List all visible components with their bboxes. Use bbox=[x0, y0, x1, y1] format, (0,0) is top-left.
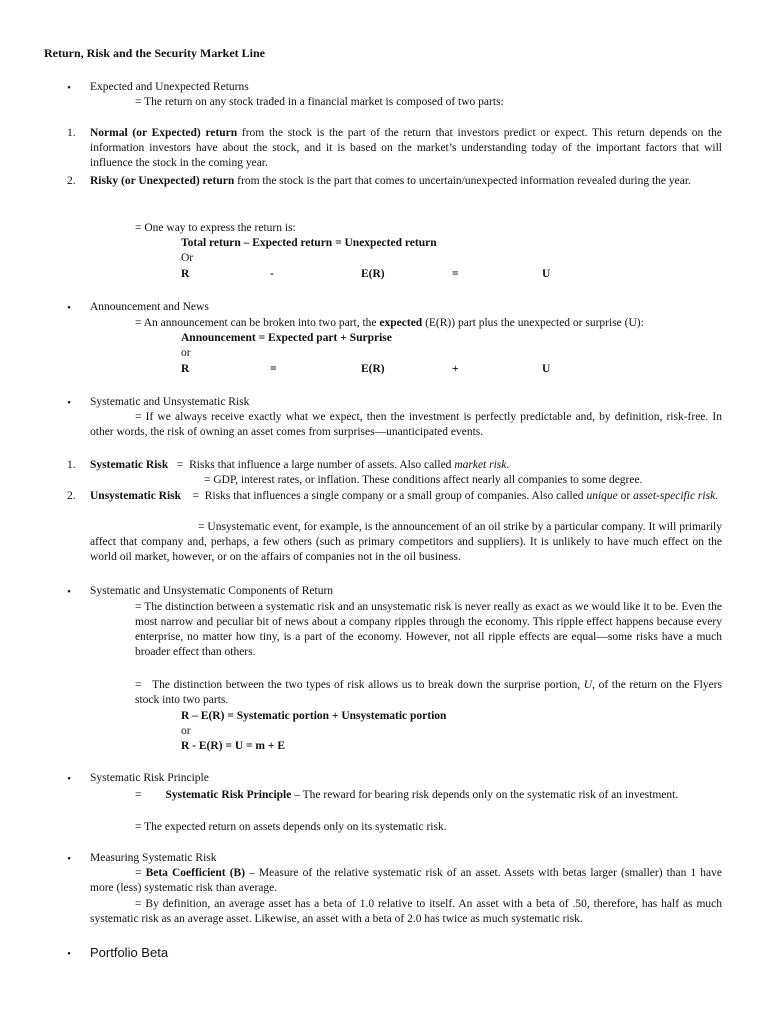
document-title: Return, Risk and the Security Market Line bbox=[44, 46, 265, 60]
text: = The distinction between the two types of risk allows us to break down the surprise portion, bbox=[135, 679, 584, 691]
equation-term: R bbox=[181, 363, 190, 375]
equation-term: U bbox=[542, 268, 551, 280]
term-market-risk: market risk bbox=[454, 459, 507, 471]
text: . bbox=[715, 490, 719, 502]
equation-operator: = bbox=[270, 363, 277, 375]
beta-example-paragraph: = By definition, an average asset has a beta of 1.0 relative to itself. An asset with a beta of .50, therefore, has half as much systematic risk as an average asset. Likewise, an asset with a beta of 2.0 has twice as much systematic risk. bbox=[90, 898, 722, 925]
equation-operator: + bbox=[452, 363, 459, 375]
equation-term: R bbox=[181, 268, 190, 280]
announcement-formula: Announcement = Expected part + Surprise bbox=[181, 332, 392, 344]
term-normal-return: Normal (or Expected) return bbox=[90, 127, 238, 139]
bullet-icon: • bbox=[67, 773, 71, 785]
text: , of the return on the Flyers stock into two parts. bbox=[135, 679, 722, 706]
term-beta-coefficient: Beta Coefficient (B) bbox=[145, 867, 246, 879]
list-number: 1. bbox=[67, 459, 76, 471]
text: or bbox=[617, 490, 634, 502]
systematic-risk-definition bbox=[90, 458, 722, 473]
expected-returns-intro: = The return on any stock traded in a financial market is composed of two parts: bbox=[135, 96, 504, 108]
text: (E(R)) part plus the unexpected or surprise (U): bbox=[422, 317, 644, 329]
text: = bbox=[135, 867, 146, 879]
section-heading-measuring-systematic-risk: Measuring Systematic Risk bbox=[90, 852, 217, 864]
bullet-icon: • bbox=[67, 948, 71, 960]
bullet-icon: • bbox=[67, 853, 71, 865]
text: = Risks that influence a large number of assets. Also called bbox=[168, 459, 455, 471]
equation-term: E(R) bbox=[361, 363, 385, 375]
bullet-icon: • bbox=[67, 302, 71, 314]
or-text: or bbox=[181, 347, 191, 359]
definition-text: from the stock is the part that comes to uncertain/unexpected information revealed during the year. bbox=[234, 175, 691, 187]
text: = An announcement can be broken into two part, the bbox=[135, 317, 380, 329]
term-unique: unique bbox=[586, 490, 618, 502]
ripple-effect-paragraph: = The distinction between a systematic risk and an unsystematic risk is never really as exact as we would like it to be. Even the most narrow and peculiar bit of news about a company ripples through the economy. This ripple effect happens because every enterprise, no matter how tiny, is a part of the economy. However, not all ripple effects are equal—some risks have a much broader effect than others. bbox=[135, 601, 722, 658]
systematic-risk-principle-line bbox=[135, 788, 722, 803]
text: . bbox=[506, 459, 510, 471]
normal-return-definition bbox=[90, 126, 722, 171]
text: – The reward for bearing risk depends only on the systematic risk of an investment. bbox=[291, 789, 679, 801]
section-heading-components-of-return: Systematic and Unsystematic Components of Return bbox=[90, 585, 334, 597]
risk-free-paragraph: = If we always receive exactly what we expect, then the investment is perfectly predictable and, by definition, risk-free. In other words, the risk of owning an asset comes from surprises—unanticipated events. bbox=[90, 411, 722, 438]
text: – Measure of the relative systematic risk of an asset. Assets with betas larger (smaller) than 1 have more (less) systematic risk than average. bbox=[90, 867, 722, 894]
section-heading-announcement: Announcement and News bbox=[90, 301, 209, 313]
term-systematic-risk: Systematic Risk bbox=[90, 459, 169, 471]
return-expression-intro: = One way to express the return is: bbox=[135, 222, 296, 234]
or-text: Or bbox=[181, 252, 194, 264]
equation-term: E(R) bbox=[361, 268, 385, 280]
list-number: 2. bbox=[67, 175, 76, 187]
term-asset-specific-risk: asset-specific risk bbox=[633, 490, 716, 502]
equation-operator: = bbox=[452, 268, 459, 280]
expected-return-systematic-risk: = The expected return on assets depends only on its systematic risk. bbox=[135, 821, 447, 833]
list-number: 2. bbox=[67, 490, 76, 502]
beta-coefficient-definition bbox=[90, 866, 722, 896]
list-number: 1. bbox=[67, 127, 76, 139]
systematic-risk-example: = GDP, interest rates, or inflation. These conditions affect nearly all companies to some degree. bbox=[204, 474, 643, 486]
equation-operator: - bbox=[270, 268, 274, 280]
return-decomposition-equation: R - E(R) = U = m + E bbox=[181, 740, 285, 752]
term-systematic-risk-principle: Systematic Risk Principle bbox=[165, 789, 292, 801]
bullet-icon: • bbox=[67, 586, 71, 598]
term-u: U bbox=[583, 679, 593, 691]
section-heading-systematic-risk-principle: Systematic Risk Principle bbox=[90, 772, 209, 784]
unsystematic-event-paragraph: = Unsystematic event, for example, is the announcement of an oil strike by a particular company. It will primarily affect that company and, perhaps, a few others (such as primary competitors and suppliers). It is unlikely to have much effect on the world oil market, however, or on the affairs of companies not in the oil business. bbox=[90, 521, 722, 563]
term-expected: expected bbox=[379, 317, 423, 329]
announcement-intro bbox=[135, 316, 725, 331]
term-unsystematic-risk: Unsystematic Risk bbox=[90, 490, 182, 502]
risky-return-definition bbox=[90, 174, 722, 189]
return-decomposition-formula: R – E(R) = Systematic portion + Unsystematic portion bbox=[181, 710, 447, 722]
definition-text: from the stock is the part of the return that investors predict or expect. This return depends on the information investors have about the stock, and it is based on the market’s understanding today of the important factors that will influence the stock in the coming year. bbox=[90, 127, 722, 169]
or-text: or bbox=[181, 725, 191, 737]
bullet-icon: • bbox=[67, 397, 71, 409]
return-formula: Total return – Expected return = Unexpected return bbox=[181, 237, 437, 249]
equation-term: U bbox=[542, 363, 551, 375]
bullet-icon: • bbox=[67, 82, 71, 94]
section-heading-systematic-unsystematic-risk: Systematic and Unsystematic Risk bbox=[90, 396, 250, 408]
section-heading-expected-returns: Expected and Unexpected Returns bbox=[90, 81, 249, 93]
section-heading-portfolio-beta: Portfolio Beta bbox=[90, 945, 169, 960]
text: = bbox=[135, 789, 142, 801]
unsystematic-risk-definition bbox=[90, 489, 722, 504]
surprise-breakdown-paragraph bbox=[135, 678, 722, 708]
text: = Risks that influences a single company or a small group of companies. Also called bbox=[181, 490, 587, 502]
term-risky-return: Risky (or Unexpected) return bbox=[90, 175, 235, 187]
